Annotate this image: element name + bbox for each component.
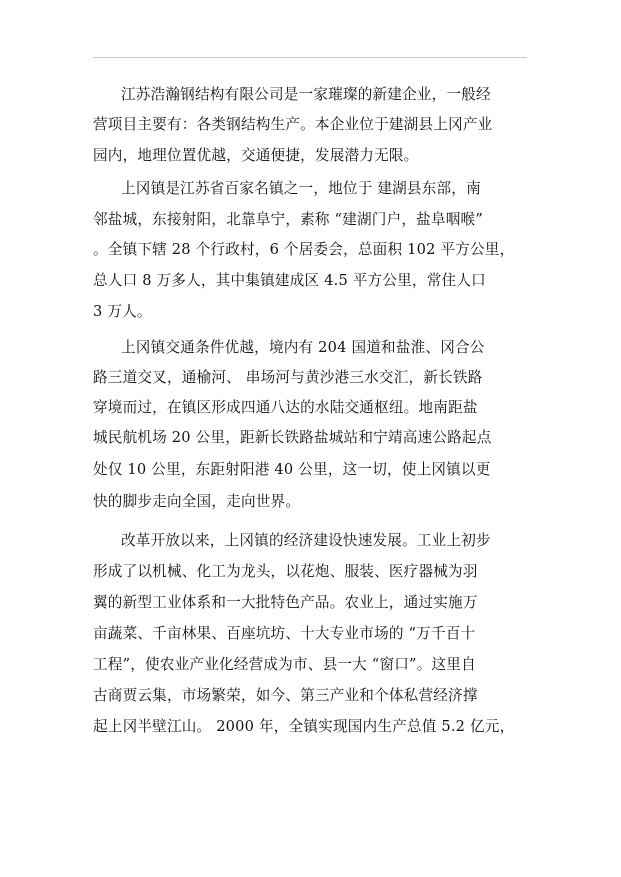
p1-line-3: 园内，地理位置优越，交通便捷，发展潜力无限。 <box>93 147 419 164</box>
p2-line-1: 上冈镇是江苏省百家名镇之一，地位于 建湖县东部，南 <box>121 180 481 197</box>
p4-line-7: 起上冈半壁江山。 2000 年，全镇实现国内生产总值 5.2 亿元， <box>93 718 515 735</box>
p4-line-1: 改革开放以来，上冈镇的经济建设快速发展。工业上初步 <box>121 532 491 549</box>
p3-line-1: 上冈镇交通条件优越，境内有 204 国道和盐淮、冈合公 <box>121 339 485 356</box>
p3-line-5: 处仅 10 公里，东距射阳港 40 公里，这一切，使上冈镇以更 <box>93 461 491 478</box>
p3-line-2: 路三道交叉，通榆河、 串场河与黄沙港三水交汇，新长铁路 <box>93 369 483 386</box>
p2-line-4: 总人口 8 万多人，其中集镇建成区 4.5 平方公里，常住人口 <box>93 272 486 289</box>
p2-line-5: 3 万人。 <box>93 303 152 320</box>
p4-line-6: 古商贾云集，市场繁荣，如今、第三产业和个体私营经济撑 <box>93 687 478 704</box>
header-rule <box>93 57 527 58</box>
p4-line-2: 形成了以机械、化工为龙头，以花炮、服装、医疗器械为羽 <box>93 563 478 580</box>
p1-line-1: 江苏浩瀚钢结构有限公司是一家璀璨的新建企业，一般经 <box>121 86 491 103</box>
p1-line-2: 营项目主要有：各类钢结构生产。本企业位于建湖县上冈产业 <box>93 116 493 133</box>
p2-line-2: 邻盐城，东接射阳，北靠阜宁，素称 “建湖门户，盐阜咽喉” <box>93 211 484 228</box>
p4-line-3: 翼的新型工业体系和一大批特色产品。农业上，通过实施万 <box>93 594 478 611</box>
p4-line-5: 工程”，使农业产业化经营成为市、县一大 “窗口”。这里自 <box>93 656 476 673</box>
p2-line-3: 。全镇下辖 28 个行政村，6 个居委会，总面积 102 平方公里， <box>93 241 515 258</box>
p3-line-6: 快的脚步走向全国，走向世界。 <box>93 493 301 510</box>
p3-line-4: 城民航机场 20 公里，距新长铁路盐城站和宁靖高速公路起点 <box>93 429 492 446</box>
p4-line-4: 亩蔬菜、千亩林果、百座坑坊、十大专业市场的 “万千百十 <box>93 625 476 642</box>
p3-line-3: 穿境而过，在镇区形成四通八达的水陆交通枢纽。地南距盐 <box>93 399 478 416</box>
